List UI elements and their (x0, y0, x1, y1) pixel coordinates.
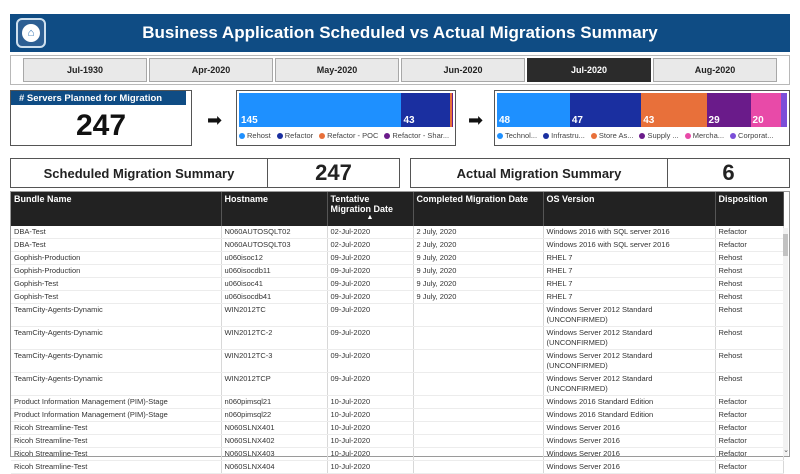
table-cell: Product Information Management (PIM)-Stage (11, 409, 221, 422)
table-cell: N060SLNX404 (221, 461, 327, 474)
arrow-right-icon-2: ➡ (468, 110, 484, 130)
table-cell: 10-Jul-2020 (327, 409, 413, 422)
actual-segment-label: 43 (643, 115, 655, 126)
actual-segment-label: 29 (708, 115, 720, 126)
table-cell: Product Information Management (PIM)-Stage (11, 396, 221, 409)
legend-label: Corporat... (738, 131, 774, 140)
table-cell: Gophish-Test (11, 278, 221, 291)
table-cell (413, 448, 543, 461)
table-cell (413, 373, 543, 396)
tab-may-2020[interactable]: May-2020 (275, 58, 399, 82)
table-cell: 09-Jul-2020 (327, 291, 413, 304)
table-cell: Gophish-Test (11, 291, 221, 304)
table-cell: Rehost (715, 252, 783, 265)
legend-dot-icon (277, 133, 283, 139)
table-cell: 9 July, 2020 (413, 291, 543, 304)
legend-label: Technol... (505, 131, 538, 140)
table-cell: 09-Jul-2020 (327, 278, 413, 291)
planned-legend-item-3[interactable] (384, 131, 449, 140)
month-tabs (10, 55, 790, 85)
table-cell (413, 422, 543, 435)
table-row[interactable] (11, 239, 783, 252)
legend-dot-icon (730, 133, 736, 139)
table-cell: 10-Jul-2020 (327, 396, 413, 409)
actual-segment-label: 47 (571, 115, 583, 126)
table-cell: 09-Jul-2020 (327, 373, 413, 396)
table-row[interactable] (11, 350, 783, 373)
legend-label: Rehost (247, 131, 271, 140)
table-cell: Windows Server 2012 Standard (UNCONFIRMED) (543, 350, 715, 373)
actual-legend-item-1[interactable] (543, 131, 585, 140)
table-cell: TeamCity-Agents-Dynamic (11, 327, 221, 350)
table-cell: Rehost (715, 291, 783, 304)
table-row[interactable] (11, 448, 783, 461)
scroll-down-icon[interactable]: ⌄ (783, 447, 789, 454)
actual-bar-segment-0[interactable] (497, 93, 570, 127)
table-cell: RHEL 7 (543, 265, 715, 278)
table-cell: WIN2012TC-2 (221, 327, 327, 350)
column-header-disposition[interactable]: Disposition (715, 192, 783, 226)
column-header-completed-date[interactable]: Completed Migration Date (413, 192, 543, 226)
table-cell: Refactor (715, 435, 783, 448)
column-header-hostname[interactable]: Hostname (221, 192, 327, 226)
planned-segment-label: 43 (403, 115, 415, 126)
table-cell: Rehost (715, 278, 783, 291)
tab-jun-2020[interactable]: Jun-2020 (401, 58, 525, 82)
actual-bar-segment-2[interactable] (641, 93, 706, 127)
table-row[interactable] (11, 461, 783, 474)
legend-dot-icon (685, 133, 691, 139)
actual-legend-item-3[interactable] (639, 131, 678, 140)
actual-summary-card (410, 158, 790, 188)
actual-stacked-bar[interactable] (497, 93, 787, 127)
table-cell: DBA-Test (11, 226, 221, 239)
table-cell: 10-Jul-2020 (327, 448, 413, 461)
scrollbar-thumb[interactable] (783, 234, 788, 256)
table-header-row (11, 192, 783, 226)
table-cell: TeamCity-Agents-Dynamic (11, 350, 221, 373)
table-cell: 10-Jul-2020 (327, 435, 413, 448)
legend-label: Mercha... (692, 131, 725, 140)
column-header-os-version[interactable]: OS Version (543, 192, 715, 226)
legend-label: Refactor (284, 131, 314, 140)
table-cell: Refactor (715, 239, 783, 252)
table-cell: u060isocdb41 (221, 291, 327, 304)
actual-legend-item-0[interactable] (497, 131, 537, 140)
actual-bar-segment-3[interactable] (707, 93, 751, 127)
table-cell: Refactor (715, 422, 783, 435)
planned-legend (239, 131, 453, 140)
legend-label: Store As... (598, 131, 634, 140)
actual-segment-label: 48 (499, 115, 511, 126)
table-cell: WIN2012TC-3 (221, 350, 327, 373)
table-cell: WIN2012TCP (221, 373, 327, 396)
table-cell: TeamCity-Agents-Dynamic (11, 304, 221, 327)
actual-category-chart (494, 90, 790, 146)
legend-dot-icon (319, 133, 325, 139)
table-cell: Rehost (715, 265, 783, 278)
arrow-right-icon: ➡ (207, 110, 223, 130)
table-cell: RHEL 7 (543, 252, 715, 265)
table-cell: Rehost (715, 350, 783, 373)
table-cell (413, 461, 543, 474)
servers-planned-label: # Servers Planned for Migration (11, 91, 186, 105)
legend-dot-icon (239, 133, 245, 139)
table-cell: N060AUTOSQLT02 (221, 226, 327, 239)
table-cell: Windows 2016 Standard Edition (543, 409, 715, 422)
actual-legend (497, 131, 787, 140)
table-cell: Windows Server 2012 Standard (UNCONFIRMED) (543, 327, 715, 350)
table-cell: 02-Jul-2020 (327, 226, 413, 239)
table-cell: RHEL 7 (543, 291, 715, 304)
legend-dot-icon (497, 133, 503, 139)
table-cell: Refactor (715, 409, 783, 422)
scheduled-summary-label: Scheduled Migration Summary (43, 165, 235, 181)
tab-jul-1930[interactable]: Jul-1930 (23, 58, 147, 82)
table-cell: Ricoh Streamline-Test (11, 435, 221, 448)
table-cell: Windows Server 2016 (543, 422, 715, 435)
table-cell: TeamCity-Agents-Dynamic (11, 373, 221, 396)
column-header-tentative-date[interactable] (327, 192, 413, 226)
table-cell: Gophish-Production (11, 265, 221, 278)
actual-summary-value: 6 (667, 159, 789, 187)
table-cell: Windows Server 2012 Standard (UNCONFIRMED) (543, 304, 715, 327)
table-cell: 10-Jul-2020 (327, 422, 413, 435)
servers-planned-value: 247 (75, 109, 127, 142)
table-cell: Gophish-Production (11, 252, 221, 265)
table-cell (413, 327, 543, 350)
planned-disposition-chart (236, 90, 456, 146)
table-cell: Ricoh Streamline-Test (11, 448, 221, 461)
header-bar (10, 14, 790, 52)
table-cell: N060AUTOSQLT03 (221, 239, 327, 252)
building-logo-icon[interactable]: ⌂ (16, 18, 46, 48)
table-cell: Windows Server 2016 (543, 448, 715, 461)
table-row[interactable] (11, 278, 783, 291)
column-header-bundle-name[interactable]: Bundle Name (11, 192, 221, 226)
legend-label: Supply ... (647, 131, 679, 140)
table-cell: N060SLNX403 (221, 448, 327, 461)
table-row[interactable] (11, 422, 783, 435)
table-cell: N060SLNX401 (221, 422, 327, 435)
tab-jul-2020[interactable]: Jul-2020 (527, 58, 651, 82)
table-cell: 2 July, 2020 (413, 226, 543, 239)
table-cell: 09-Jul-2020 (327, 304, 413, 327)
table-cell (413, 304, 543, 327)
actual-legend-item-5[interactable] (730, 131, 773, 140)
table-cell: RHEL 7 (543, 278, 715, 291)
actual-bar-segment-5[interactable] (781, 93, 787, 127)
planned-stacked-bar[interactable] (239, 93, 453, 127)
table-scrollbar[interactable] (783, 228, 788, 456)
sort-ascending-icon: ▲ (366, 214, 374, 221)
table-cell: u060isoc41 (221, 278, 327, 291)
table-cell (413, 350, 543, 373)
table-cell: Refactor (715, 396, 783, 409)
table-row[interactable] (11, 396, 783, 409)
planned-legend-item-2[interactable] (319, 131, 378, 140)
table-cell: 9 July, 2020 (413, 278, 543, 291)
planned-segment-label: 145 (241, 115, 258, 126)
table-cell: 2 July, 2020 (413, 239, 543, 252)
legend-dot-icon (591, 133, 597, 139)
actual-legend-item-2[interactable] (591, 131, 634, 140)
tab-apr-2020[interactable]: Apr-2020 (149, 58, 273, 82)
legend-dot-icon (384, 133, 390, 139)
scheduled-summary-card (10, 158, 400, 188)
table-cell: n060pimsql22 (221, 409, 327, 422)
table-row[interactable] (11, 373, 783, 396)
planned-bar-segment-1[interactable] (401, 93, 449, 127)
table-cell: Rehost (715, 304, 783, 327)
table-row[interactable] (11, 265, 783, 278)
actual-bar-segment-1[interactable] (570, 93, 641, 127)
column-header-tentative-date-label: Tentative Migration Date (330, 194, 394, 214)
legend-label: Refactor - POC (327, 131, 379, 140)
scheduled-summary-value: 247 (267, 159, 399, 187)
table-cell: Windows 2016 with SQL server 2016 (543, 239, 715, 252)
table-cell: Rehost (715, 373, 783, 396)
actual-summary-label: Actual Migration Summary (456, 165, 622, 181)
table-body (11, 226, 783, 474)
table-cell: 09-Jul-2020 (327, 265, 413, 278)
tab-aug-2020[interactable]: Aug-2020 (653, 58, 777, 82)
table-cell: 9 July, 2020 (413, 265, 543, 278)
table-cell: 9 July, 2020 (413, 252, 543, 265)
table-row[interactable] (11, 226, 783, 239)
table-cell: Refactor (715, 226, 783, 239)
table-cell: N060SLNX402 (221, 435, 327, 448)
table-row[interactable] (11, 291, 783, 304)
table-row[interactable] (11, 327, 783, 350)
planned-legend-item-0[interactable] (239, 131, 271, 140)
table-cell (413, 409, 543, 422)
migration-table (10, 191, 790, 471)
table-cell: Rehost (715, 327, 783, 350)
actual-legend-item-4[interactable] (685, 131, 724, 140)
legend-label: Infrastru... (551, 131, 585, 140)
planned-bar-segment-0[interactable] (239, 93, 401, 127)
page-title: Business Application Scheduled vs Actual Migrations Summary (142, 23, 658, 42)
table-cell: Windows 2016 Standard Edition (543, 396, 715, 409)
table-cell (413, 396, 543, 409)
table-cell (413, 435, 543, 448)
table-cell: DBA-Test (11, 239, 221, 252)
table-cell: n060pimsql21 (221, 396, 327, 409)
legend-label: Refactor - Shar... (392, 131, 450, 140)
table-cell: 02-Jul-2020 (327, 239, 413, 252)
table-row[interactable] (11, 409, 783, 422)
table-cell: Windows Server 2012 Standard (UNCONFIRMED) (543, 373, 715, 396)
table-cell: Windows 2016 with SQL server 2016 (543, 226, 715, 239)
table-cell: Ricoh Streamline-Test (11, 422, 221, 435)
table-cell: u060isoc12 (221, 252, 327, 265)
planned-bar-segment-3[interactable] (452, 93, 453, 127)
legend-dot-icon (543, 133, 549, 139)
table-row[interactable] (11, 304, 783, 327)
servers-planned-card (10, 90, 192, 146)
actual-bar-segment-4[interactable] (751, 93, 781, 127)
actual-segment-label: 20 (752, 115, 764, 126)
table-cell: 10-Jul-2020 (327, 461, 413, 474)
table-row[interactable] (11, 252, 783, 265)
table-row[interactable] (11, 435, 783, 448)
legend-dot-icon (639, 133, 645, 139)
table-cell: 09-Jul-2020 (327, 350, 413, 373)
table-cell: Ricoh Streamline-Test (11, 461, 221, 474)
table-cell: Windows Server 2016 (543, 461, 715, 474)
table-cell: WIN2012TC (221, 304, 327, 327)
planned-legend-item-1[interactable] (277, 131, 313, 140)
table-cell: Windows Server 2016 (543, 435, 715, 448)
table-cell: Refactor (715, 461, 783, 474)
table-cell: 09-Jul-2020 (327, 252, 413, 265)
table-cell: 09-Jul-2020 (327, 327, 413, 350)
table-cell: Refactor (715, 448, 783, 461)
table-cell: u060isocdb11 (221, 265, 327, 278)
